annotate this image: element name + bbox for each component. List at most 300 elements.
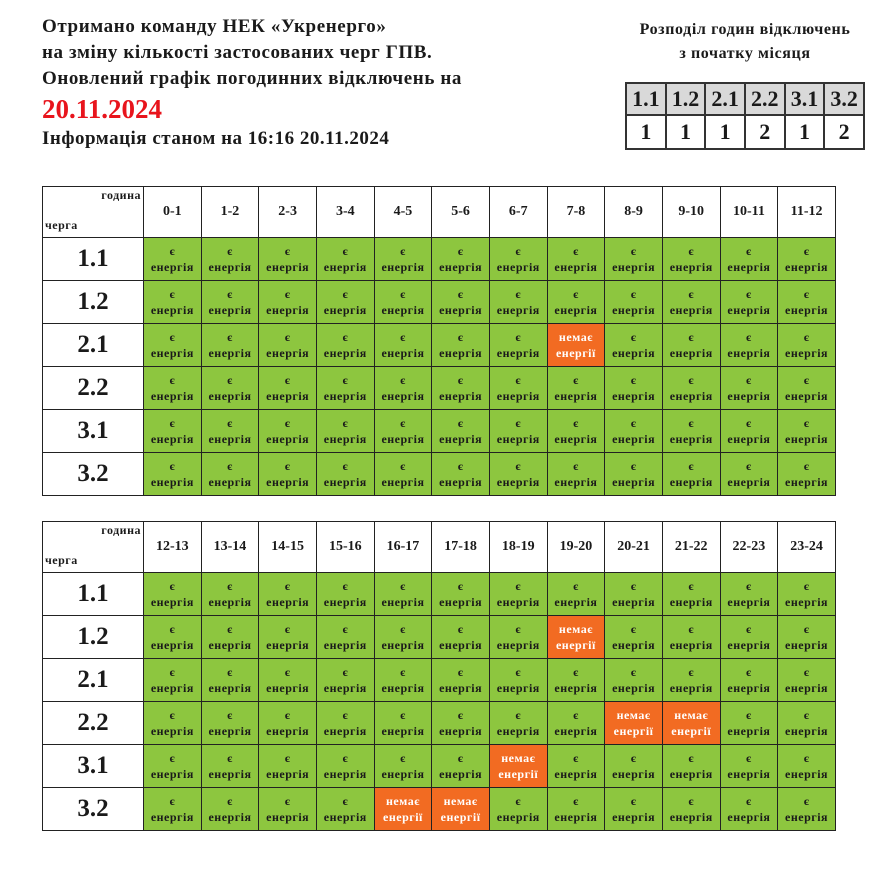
- power-on-cell: [374, 324, 432, 367]
- power-on-cell: [144, 616, 202, 659]
- status-line-1: є: [342, 708, 349, 722]
- power-on-cell: [316, 324, 374, 367]
- status-line-2: енергія: [612, 303, 656, 317]
- power-on-cell: [605, 616, 663, 659]
- summary-value-row: [626, 115, 864, 149]
- status-line-1: є: [227, 665, 233, 679]
- queue-row: [43, 453, 836, 496]
- power-on-cell: [144, 367, 202, 410]
- summary-value: 1: [705, 115, 745, 149]
- power-on-cell: [201, 702, 259, 745]
- status-line-2: енергія: [496, 475, 540, 489]
- status-line-1: є: [342, 459, 349, 473]
- schedule-table-evening: [42, 521, 836, 831]
- power-on-cell: [144, 238, 202, 281]
- power-on-cell: [432, 410, 490, 453]
- power-on-cell: [778, 324, 836, 367]
- status-line-1: є: [457, 416, 464, 430]
- status-line-1: є: [746, 459, 752, 473]
- power-on-cell: [547, 238, 605, 281]
- status-line-2: енергія: [323, 389, 367, 403]
- hour-header: 17-18: [432, 522, 490, 573]
- status-line-1: є: [227, 330, 233, 344]
- status-line-2: енергія: [439, 724, 483, 738]
- status-line-2: енергія: [439, 346, 483, 360]
- power-on-cell: [489, 453, 547, 496]
- summary-queue: 1.1: [626, 83, 666, 115]
- status-line-1: є: [515, 459, 522, 473]
- summary-value: 2: [745, 115, 785, 149]
- status-line-1: є: [400, 244, 406, 258]
- status-line-1: є: [630, 373, 637, 387]
- hour-header: 15-16: [316, 522, 374, 573]
- status-line-1: є: [400, 751, 406, 765]
- status-line-2: енергія: [323, 432, 367, 446]
- queue-row: [43, 745, 836, 788]
- power-on-cell: [662, 745, 720, 788]
- status-line-2: енергія: [669, 810, 713, 824]
- hour-header: 2-3: [259, 187, 317, 238]
- queue-row: [43, 616, 836, 659]
- status-line-2: енергія: [150, 767, 194, 781]
- status-line-2: енергія: [381, 432, 425, 446]
- status-line-1: є: [803, 708, 810, 722]
- status-line-1: є: [457, 622, 464, 636]
- status-line-2: енергія: [208, 681, 252, 695]
- hour-axis-label: година: [101, 523, 141, 537]
- queue-axis-label: черга: [45, 218, 78, 232]
- status-line-1: є: [688, 416, 695, 430]
- status-line-1: є: [803, 751, 810, 765]
- status-line-2: енергія: [727, 389, 771, 403]
- status-line-1: є: [457, 330, 464, 344]
- power-on-cell: [778, 281, 836, 324]
- status-line-1: є: [342, 751, 349, 765]
- status-line-1: є: [400, 622, 406, 636]
- status-line-1: є: [630, 794, 637, 808]
- status-line-1: є: [746, 416, 752, 430]
- power-on-cell: [605, 410, 663, 453]
- queue-row: [43, 324, 836, 367]
- status-line-2: енергія: [439, 767, 483, 781]
- status-line-2: енергія: [496, 681, 540, 695]
- status-line-1: є: [688, 459, 695, 473]
- power-on-cell: [720, 745, 778, 788]
- status-line-1: є: [630, 579, 637, 593]
- status-line-2: енергія: [554, 432, 598, 446]
- status-line-2: енергія: [439, 389, 483, 403]
- hour-header: 3-4: [316, 187, 374, 238]
- status-line-2: енергія: [150, 260, 194, 274]
- power-on-cell: [662, 410, 720, 453]
- status-line-1: є: [630, 622, 637, 636]
- status-line-1: є: [457, 708, 464, 722]
- info-timestamp: Інформація станом на 16:16 20.11.2024: [42, 128, 390, 149]
- power-on-cell: [144, 410, 202, 453]
- status-line-2: енергія: [439, 681, 483, 695]
- status-line-1: є: [342, 794, 349, 808]
- power-on-cell: [605, 238, 663, 281]
- hour-header: 6-7: [489, 187, 547, 238]
- power-on-cell: [662, 788, 720, 831]
- status-line-1: є: [630, 330, 637, 344]
- status-line-2: енергія: [150, 595, 194, 609]
- status-line-1: є: [746, 665, 752, 679]
- status-line-1: є: [515, 665, 522, 679]
- status-line-1: є: [284, 708, 291, 722]
- status-line-2: енергія: [496, 724, 540, 738]
- power-on-cell: [432, 702, 490, 745]
- status-line-2: енергія: [727, 260, 771, 274]
- header-line-3: Оновлений графік погодинних відключень на: [42, 68, 462, 89]
- status-line-1: є: [227, 751, 233, 765]
- status-line-1: є: [400, 665, 406, 679]
- status-line-1: є: [457, 459, 464, 473]
- status-line-1: є: [227, 622, 233, 636]
- status-line-1: є: [342, 579, 349, 593]
- power-on-cell: [778, 745, 836, 788]
- hour-header: 7-8: [547, 187, 605, 238]
- status-line-2: енергія: [150, 346, 194, 360]
- status-line-1: є: [688, 794, 695, 808]
- status-line-2: енергія: [323, 638, 367, 652]
- queue-label: 3.2: [43, 453, 144, 496]
- power-on-cell: [547, 788, 605, 831]
- queue-label: 1.2: [43, 616, 144, 659]
- status-line-1: є: [573, 579, 579, 593]
- status-line-1: є: [342, 244, 349, 258]
- power-on-cell: [144, 745, 202, 788]
- status-line-2: енергія: [785, 595, 829, 609]
- status-line-2: енергія: [669, 303, 713, 317]
- status-line-2: енергія: [785, 260, 829, 274]
- power-on-cell: [316, 367, 374, 410]
- status-line-1: є: [688, 373, 695, 387]
- status-line-2: енергія: [727, 595, 771, 609]
- status-line-1: є: [284, 794, 291, 808]
- status-line-2: енергія: [266, 260, 310, 274]
- queue-label: 2.1: [43, 324, 144, 367]
- power-on-cell: [605, 745, 663, 788]
- header-line-1: Отримано команду НЕК «Укренерго»: [42, 16, 387, 37]
- power-on-cell: [432, 324, 490, 367]
- status-line-2: енергія: [496, 638, 540, 652]
- status-line-2: енергія: [496, 432, 540, 446]
- hour-header: 23-24: [778, 522, 836, 573]
- power-on-cell: [374, 367, 432, 410]
- status-line-1: є: [688, 751, 695, 765]
- status-line-1: є: [515, 287, 522, 301]
- status-line-2: енергія: [554, 260, 598, 274]
- power-on-cell: [662, 281, 720, 324]
- power-on-cell: [778, 367, 836, 410]
- status-line-1: є: [457, 751, 464, 765]
- status-line-1: є: [284, 416, 291, 430]
- status-line-1: є: [169, 665, 176, 679]
- power-on-cell: [316, 745, 374, 788]
- power-on-cell: [316, 702, 374, 745]
- power-on-cell: [662, 659, 720, 702]
- power-on-cell: [259, 616, 317, 659]
- status-line-1: є: [515, 244, 522, 258]
- status-line-2: енергія: [323, 346, 367, 360]
- power-on-cell: [259, 410, 317, 453]
- power-on-cell: [662, 453, 720, 496]
- queue-label: 3.2: [43, 788, 144, 831]
- status-line-1: є: [803, 373, 810, 387]
- status-line-2: енергія: [785, 303, 829, 317]
- queue-label: 2.2: [43, 702, 144, 745]
- status-line-2: енергія: [381, 303, 425, 317]
- status-line-2: енергія: [612, 638, 656, 652]
- power-on-cell: [316, 573, 374, 616]
- status-line-1: є: [803, 794, 810, 808]
- status-line-2: енергія: [612, 432, 656, 446]
- status-line-2: енергії: [555, 346, 596, 360]
- status-line-1: є: [573, 416, 579, 430]
- status-line-1: є: [342, 287, 349, 301]
- power-on-cell: [489, 281, 547, 324]
- status-line-1: є: [803, 330, 810, 344]
- power-on-cell: [259, 788, 317, 831]
- status-line-2: енергія: [208, 303, 252, 317]
- power-on-cell: [605, 367, 663, 410]
- status-line-1: є: [457, 579, 464, 593]
- power-on-cell: [720, 281, 778, 324]
- status-line-2: енергія: [669, 681, 713, 695]
- power-on-cell: [432, 238, 490, 281]
- status-line-2: енергія: [785, 475, 829, 489]
- status-line-1: є: [169, 579, 176, 593]
- power-on-cell: [374, 453, 432, 496]
- power-on-cell: [605, 281, 663, 324]
- power-on-cell: [489, 367, 547, 410]
- status-line-2: енергія: [208, 260, 252, 274]
- status-line-2: енергія: [266, 638, 310, 652]
- status-line-2: енергія: [150, 638, 194, 652]
- status-line-2: енергія: [439, 638, 483, 652]
- power-on-cell: [605, 659, 663, 702]
- status-line-1: є: [515, 373, 522, 387]
- status-line-2: енергія: [785, 767, 829, 781]
- status-line-1: є: [400, 416, 406, 430]
- status-line-2: енергія: [612, 260, 656, 274]
- status-line-1: є: [284, 373, 291, 387]
- summary-title-1: Розподіл годин відключень: [639, 21, 851, 38]
- status-line-1: є: [803, 622, 810, 636]
- summary-table: [625, 82, 865, 150]
- status-line-1: немає: [558, 622, 593, 636]
- summary-queue: 2.2: [745, 83, 785, 115]
- power-on-cell: [144, 453, 202, 496]
- status-line-1: є: [457, 287, 464, 301]
- queue-row: [43, 659, 836, 702]
- status-line-1: є: [169, 751, 176, 765]
- status-line-2: енергія: [439, 303, 483, 317]
- status-line-1: є: [515, 416, 522, 430]
- status-line-1: є: [227, 373, 233, 387]
- power-on-cell: [144, 659, 202, 702]
- hour-header: 5-6: [432, 187, 490, 238]
- power-off-cell: [662, 702, 720, 745]
- power-on-cell: [374, 573, 432, 616]
- power-on-cell: [374, 745, 432, 788]
- power-on-cell: [259, 745, 317, 788]
- power-on-cell: [778, 659, 836, 702]
- power-on-cell: [662, 324, 720, 367]
- power-on-cell: [778, 573, 836, 616]
- status-line-2: енергія: [669, 346, 713, 360]
- summary-title-2: з початку місяця: [679, 45, 811, 62]
- power-on-cell: [778, 788, 836, 831]
- power-on-cell: [374, 410, 432, 453]
- power-on-cell: [720, 324, 778, 367]
- queue-label: 3.1: [43, 410, 144, 453]
- power-on-cell: [259, 238, 317, 281]
- status-line-2: енергія: [554, 389, 598, 403]
- power-on-cell: [720, 238, 778, 281]
- status-line-2: енергія: [208, 595, 252, 609]
- status-line-2: енергії: [498, 767, 539, 781]
- power-on-cell: [201, 616, 259, 659]
- power-on-cell: [547, 453, 605, 496]
- power-on-cell: [259, 281, 317, 324]
- status-line-2: енергія: [785, 346, 829, 360]
- queue-label: 1.1: [43, 573, 144, 616]
- summary-value: 1: [666, 115, 706, 149]
- status-line-1: є: [400, 579, 406, 593]
- power-on-cell: [316, 238, 374, 281]
- power-on-cell: [547, 659, 605, 702]
- status-line-2: енергія: [496, 810, 540, 824]
- corner-header: [43, 522, 144, 573]
- status-line-1: є: [803, 665, 810, 679]
- status-line-1: є: [630, 287, 637, 301]
- status-line-2: енергія: [727, 475, 771, 489]
- status-line-1: є: [342, 665, 349, 679]
- power-on-cell: [432, 453, 490, 496]
- status-line-1: немає: [674, 708, 709, 722]
- status-line-2: енергія: [150, 303, 194, 317]
- hour-header: 20-21: [605, 522, 663, 573]
- queue-label: 1.2: [43, 281, 144, 324]
- status-line-2: енергія: [727, 681, 771, 695]
- status-line-2: енергія: [785, 724, 829, 738]
- status-line-1: є: [227, 579, 233, 593]
- power-on-cell: [201, 659, 259, 702]
- document-header: [42, 14, 602, 152]
- summary-queue: 3.2: [824, 83, 864, 115]
- power-on-cell: [547, 702, 605, 745]
- status-line-2: енергія: [554, 681, 598, 695]
- status-line-2: енергія: [323, 767, 367, 781]
- status-line-2: енергія: [496, 346, 540, 360]
- queue-label: 2.2: [43, 367, 144, 410]
- status-line-2: енергія: [669, 767, 713, 781]
- status-line-2: енергія: [266, 475, 310, 489]
- power-on-cell: [720, 702, 778, 745]
- summary-value: 1: [626, 115, 666, 149]
- status-line-2: енергія: [727, 638, 771, 652]
- queue-row: [43, 367, 836, 410]
- status-line-1: є: [746, 330, 752, 344]
- power-on-cell: [662, 367, 720, 410]
- status-line-2: енергія: [266, 432, 310, 446]
- status-line-2: енергія: [612, 681, 656, 695]
- power-on-cell: [778, 238, 836, 281]
- power-on-cell: [201, 573, 259, 616]
- status-line-1: є: [746, 244, 752, 258]
- status-line-2: енергія: [266, 681, 310, 695]
- power-on-cell: [778, 616, 836, 659]
- hours-header-row: [43, 187, 836, 238]
- power-on-cell: [489, 238, 547, 281]
- status-line-1: є: [227, 244, 233, 258]
- power-on-cell: [720, 453, 778, 496]
- hour-header: 19-20: [547, 522, 605, 573]
- status-line-1: немає: [501, 751, 536, 765]
- status-line-1: немає: [443, 794, 478, 808]
- status-line-2: енергія: [496, 389, 540, 403]
- queue-row: [43, 238, 836, 281]
- power-on-cell: [374, 281, 432, 324]
- status-line-1: є: [746, 373, 752, 387]
- status-line-2: енергія: [266, 810, 310, 824]
- status-line-1: є: [169, 416, 176, 430]
- status-line-2: енергія: [727, 767, 771, 781]
- queue-row: [43, 788, 836, 831]
- power-on-cell: [605, 324, 663, 367]
- queue-row: [43, 281, 836, 324]
- status-line-1: є: [342, 622, 349, 636]
- status-line-1: є: [803, 416, 810, 430]
- hour-header: 21-22: [662, 522, 720, 573]
- status-line-1: є: [284, 459, 291, 473]
- status-line-1: є: [400, 330, 406, 344]
- power-on-cell: [720, 659, 778, 702]
- status-line-1: є: [688, 287, 695, 301]
- status-line-2: енергія: [439, 595, 483, 609]
- status-line-2: енергії: [440, 810, 481, 824]
- power-on-cell: [259, 702, 317, 745]
- monthly-summary: [625, 18, 865, 150]
- status-line-2: енергія: [554, 595, 598, 609]
- power-on-cell: [259, 324, 317, 367]
- power-on-cell: [489, 616, 547, 659]
- power-on-cell: [778, 702, 836, 745]
- power-off-cell: [432, 788, 490, 831]
- status-line-2: енергія: [323, 724, 367, 738]
- power-on-cell: [605, 788, 663, 831]
- status-line-1: є: [573, 665, 579, 679]
- status-line-2: енергія: [439, 432, 483, 446]
- power-on-cell: [547, 367, 605, 410]
- status-line-1: є: [803, 459, 810, 473]
- power-on-cell: [720, 616, 778, 659]
- status-line-2: енергія: [150, 475, 194, 489]
- power-on-cell: [316, 616, 374, 659]
- summary-value: 1: [785, 115, 825, 149]
- power-on-cell: [489, 788, 547, 831]
- power-on-cell: [144, 281, 202, 324]
- status-line-2: енергія: [554, 475, 598, 489]
- power-on-cell: [201, 788, 259, 831]
- queue-row: [43, 573, 836, 616]
- power-on-cell: [432, 659, 490, 702]
- power-on-cell: [547, 745, 605, 788]
- power-off-cell: [605, 702, 663, 745]
- power-on-cell: [432, 616, 490, 659]
